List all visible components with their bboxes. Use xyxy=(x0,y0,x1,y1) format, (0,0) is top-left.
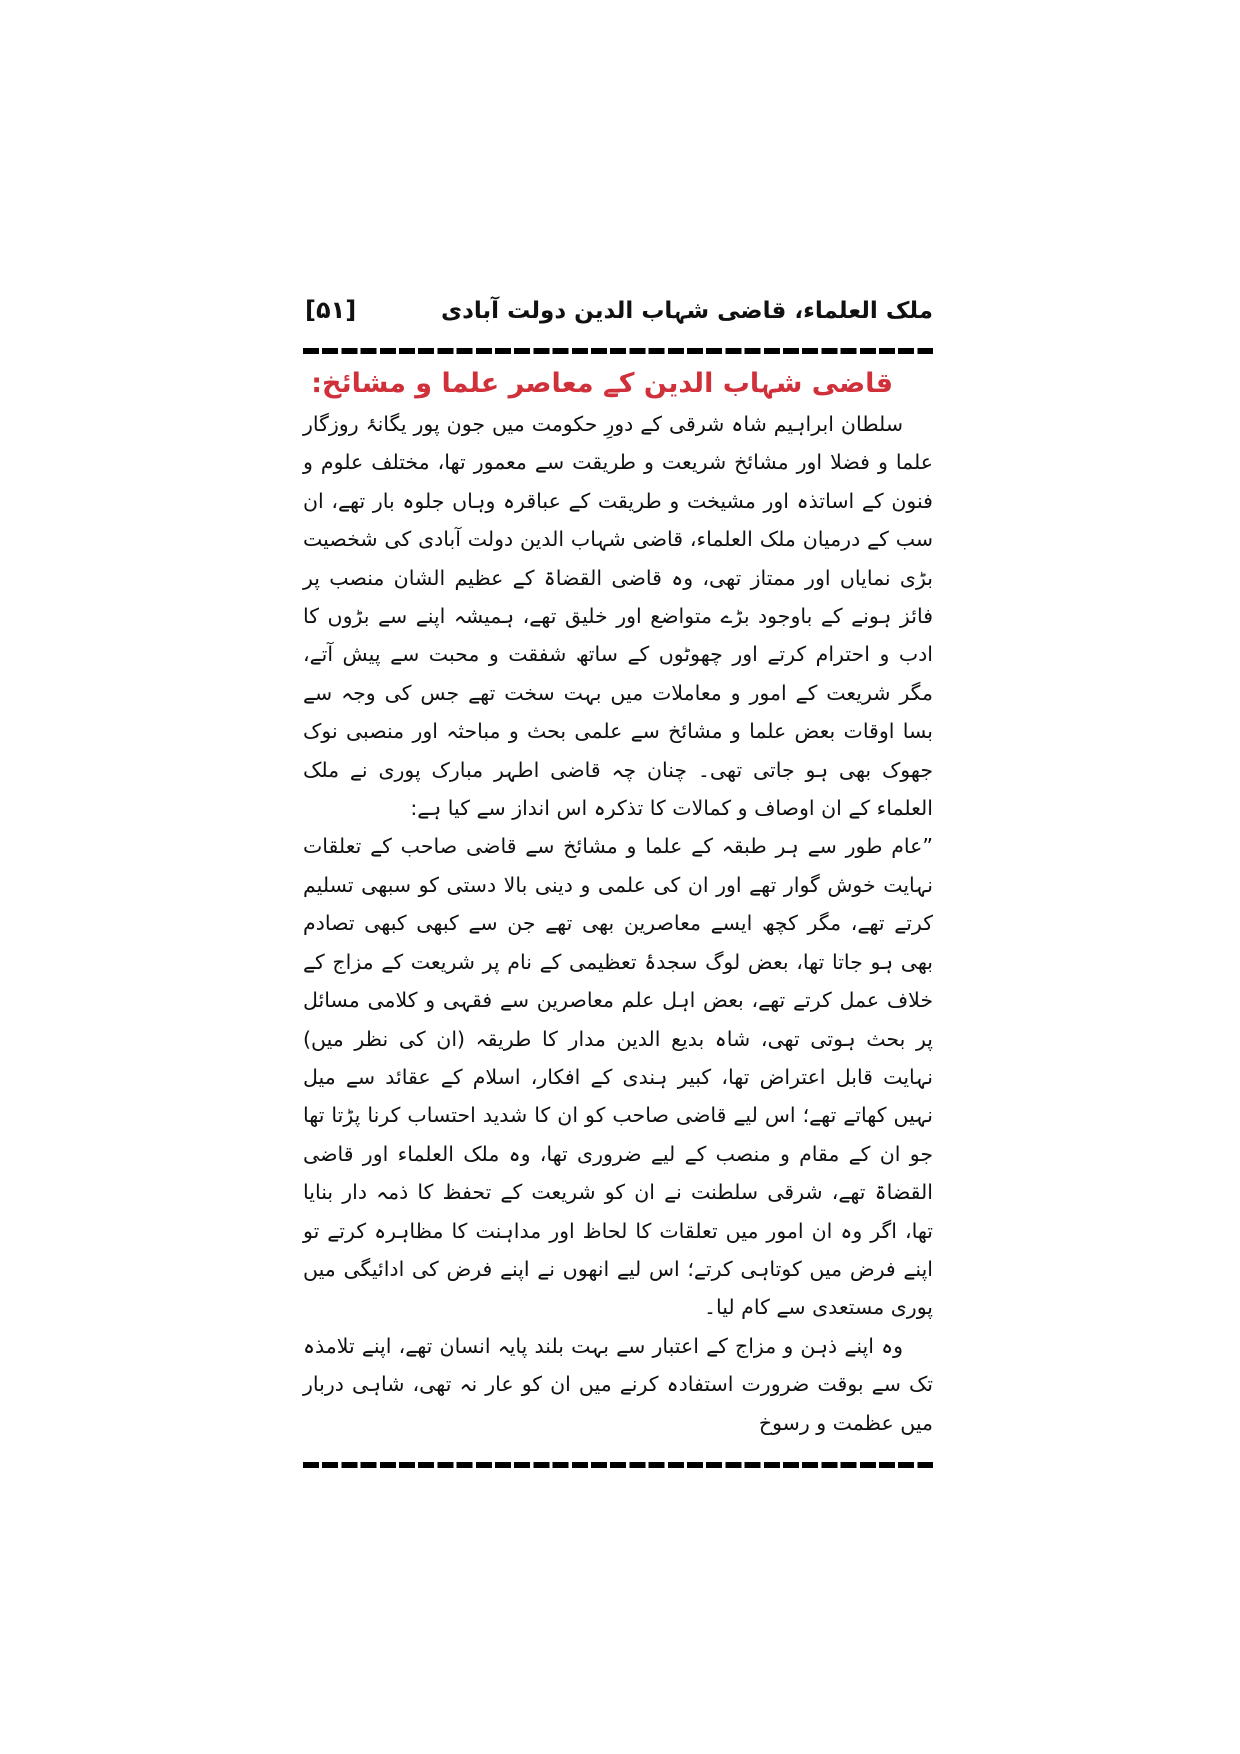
paragraph-quotation: ”عام طور سے ہر طبقہ کے علما و مشائخ سے قاضی صاحب کے تعلقات نہایت خوش گوار تھے اور ان کی علمی و دینی بالا دستی کو سبھی تسلیم کرتے تھے، مگر کچھ ایسے معاصرین بھی تھے جن سے کبھی کبھی تصادم بھی ہو جاتا تھا، بعض لوگ سجدۂ تعظیمی کے نام پر شریعت کے مزاج کے خلاف عمل کرتے تھے، بعض اہل علم معاصرین سے فقہی و کلامی مسائل پر بحث ہوتی تھی، شاہ بدیع الدین مدار کا طریقہ (ان کی نظر میں) نہایت قابل اعتراض تھا، کبیر ہندی کے افکار، اسلام کے عقائد سے میل نہیں کھاتے تھے؛ اس لیے قاضی صاحب کو ان کا شدید احتساب کرنا پڑتا تھا جو ان کے مقام و منصب کے لیے ضروری تھا، وہ ملک العلماء اور قاضی القضاۃ تھے، شرقی سلطنت نے ان کو شریعت کے تحفظ کا ذمہ دار بنایا تھا، اگر وہ ان امور میں تعلقات کا لحاظ اور مداہنت کا مظاہرہ کرتے تو اپنے فرض میں کوتاہی کرتے؛ اس لیے انھوں نے اپنے فرض کی ادائیگی میں پوری مستعدی سے کام لیا۔ xyxy=(303,834,933,1320)
section-heading: قاضی شہاب الدین کے معاصر علما و مشائخ: xyxy=(311,368,893,399)
header-dashed-rule xyxy=(303,348,933,354)
paragraph-intro: سلطان ابراہیم شاہ شرقی کے دورِ حکومت میں جون پور یگانۂ روزگار علما و فضلا اور مشائخ شریعت و طریقت سے معمور تھا، مختلف علوم و فنون کے اساتذہ اور مشیخت و طریقت کے عباقرہ وہاں جلوہ بار تھے، ان سب کے درمیان ملک العلماء، قاضی شہاب الدین دولت آبادی کی شخصیت بڑی نمایاں اور ممتاز تھی، وہ قاضی القضاۃ کے عظیم الشان منصب پر فائز ہونے کے باوجود بڑے متواضع اور خلیق تھے، ہمیشہ اپنے سے بڑوں کا ادب و احترام کرتے اور چھوٹوں کے ساتھ شفقت و محبت سے پیش آتے، مگر شریعت کے امور و معاملات میں بہت سخت تھے جس کی وجہ سے بسا اوقات بعض علما و مشائخ سے علمی بحث و مباحثہ اور منصبی نوک جھوک بھی ہو جاتی تھی۔ چنان چہ قاضی اطہر مبارک پوری نے ملک العلماء کے ان اوصاف و کمالات کا تذکرہ اس انداز سے کیا ہے: xyxy=(303,412,933,821)
page-number: [۵۱] xyxy=(305,296,357,324)
body-text xyxy=(303,405,933,1442)
paragraph-continuation: وہ اپنے ذہن و مزاج کے اعتبار سے بہت بلند پایہ انسان تھے، اپنے تلامذہ تک سے بوقت ضرورت استفادہ کرنے میں ان کو عار نہ تھی، شاہی دربار میں عظمت و رسوخ xyxy=(303,1333,933,1435)
footer-dashed-rule xyxy=(303,1462,933,1468)
book-page xyxy=(303,290,933,1468)
running-header xyxy=(303,290,933,340)
running-title: ملک العلماء، قاضی شہاب الدین دولت آبادی xyxy=(441,298,933,324)
